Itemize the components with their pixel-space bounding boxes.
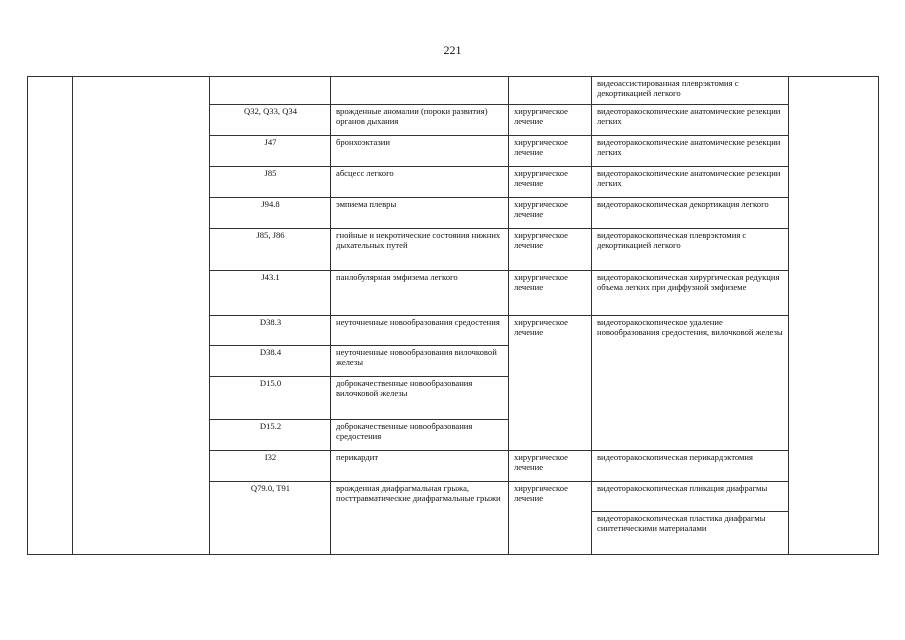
method-cell: видеоторакоскопическое удаление новообразования средостения, вилочковой железы [592,316,789,451]
code-cell: I32 [210,451,331,482]
code-cell: J85, J86 [210,229,331,271]
diagnosis-cell: бронхоэктазии [331,136,509,167]
method-cell: видеоторакоскопические анатомические резекции легких [592,136,789,167]
diagnosis-cell: неуточненные новообразования средостения [331,316,509,346]
method-cell: видеоторакоскопическая пластика диафрагмы синтетическими материалами [592,512,789,555]
code-cell: J47 [210,136,331,167]
group-name-cell [73,77,210,555]
treatment-cell: хирургическое лечение [509,167,592,198]
code-cell: D15.0 [210,377,331,420]
diagnosis-cell: эмпиема плевры [331,198,509,229]
diagnosis-cell: абсцесс легкого [331,167,509,198]
code-cell: Q79.0, T91 [210,482,331,555]
method-cell: видеоассистированная плеврэктомия с декортикацией легкого [592,77,789,105]
method-cell: видеоторакоскопические анатомические резекции легких [592,167,789,198]
treatment-cell [509,77,592,105]
method-cell: видеоторакоскопическая декортикация легкого [592,198,789,229]
table-row [28,77,879,105]
code-cell: D38.4 [210,346,331,377]
treatment-cell: хирургическое лечение [509,198,592,229]
treatment-cell: хирургическое лечение [509,105,592,136]
number-cell [28,77,73,555]
method-cell: видеоторакоскопическая плеврэктомия с декортикацией легкого [592,229,789,271]
code-cell: J94.8 [210,198,331,229]
diagnosis-cell: панлобулярная эмфизема легкого [331,271,509,316]
code-cell: J85 [210,167,331,198]
diagnosis-cell: доброкачественные новообразования средостения [331,420,509,451]
code-cell: J43.1 [210,271,331,316]
diagnosis-cell [331,77,509,105]
procedures-table [27,76,879,555]
diagnosis-cell: перикардит [331,451,509,482]
method-cell: видеоторакоскопическая хирургическая редукция объема легких при диффузной эмфиземе [592,271,789,316]
code-cell: D15.2 [210,420,331,451]
diagnosis-cell: гнойные и некротические состояния нижних дыхательных путей [331,229,509,271]
diagnosis-cell: неуточненные новообразования вилочковой железы [331,346,509,377]
norm-cell [789,77,879,555]
code-cell [210,77,331,105]
method-cell: видеоторакоскопическая перикардэктомия [592,451,789,482]
treatment-cell: хирургическое лечение [509,229,592,271]
treatment-cell: хирургическое лечение [509,451,592,482]
diagnosis-cell: врожденная диафрагмальная грыжа, посттравматические диафрагмальные грыжи [331,482,509,555]
code-cell: D38.3 [210,316,331,346]
treatment-cell: хирургическое лечение [509,136,592,167]
method-cell: видеоторакоскопические анатомические резекции легких [592,105,789,136]
code-cell: Q32, Q33, Q34 [210,105,331,136]
diagnosis-cell: врожденные аномалии (пороки развития) органов дыхания [331,105,509,136]
diagnosis-cell: доброкачественные новообразования вилочковой железы [331,377,509,420]
treatment-cell: хирургическое лечение [509,482,592,555]
treatment-cell: хирургическое лечение [509,271,592,316]
method-cell: видеоторакоскопическая пликация диафрагмы [592,482,789,512]
treatment-cell: хирургическое лечение [509,316,592,451]
page-number: 221 [443,43,462,57]
